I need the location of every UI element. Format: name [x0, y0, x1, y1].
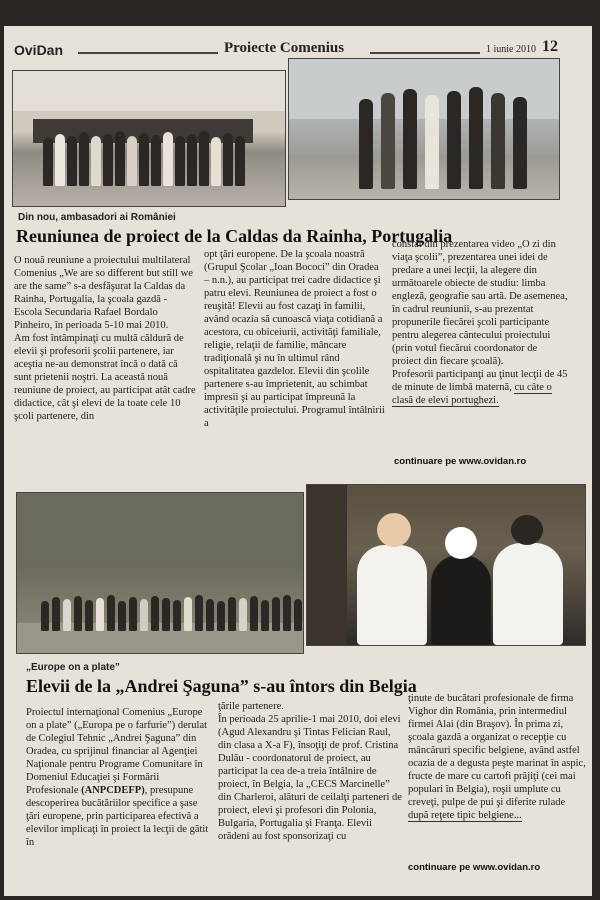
- newspaper-page: [4, 26, 592, 896]
- header-rule-right: [370, 52, 480, 54]
- article2-headline: Elevii de la „Andrei Şaguna” s-au întors din Belgia: [26, 676, 417, 696]
- article1-column-2: opt ţări europene. De la şcoala noastră (Grupul Şcolar „Ioan Bococi” din Oradea – n.n.), au participat trei cadre didactice şi patru elevi. Reuniunea de proiect a fost o reuşită! Elevii au fost cazaţi în familii, având ocazia să cunoască viaţa cotidiană a acestora, cu obiceiurii, activităţi familiale, religie, relaţii de familie, mâncare tradiţională şi nu în ultimul rând ospitalitatea gazdelor. Elevii din şcolile partenere s-au împrietenit, au schimbat impresii şi au participat împreună la activităţile proiectului. Programul întâlnirii a: [204, 249, 385, 429]
- article2-column-2: ţările partenere. În perioada 25 aprilie-1 mai 2010, doi elevi (Agud Alexandru şi Tintas Felician Raul, din clasa a X-a F), însoţiţi de prof. Cristina Dulău - coordonatorul de proiect, au participat la cea de-a treia întâlnire de proiect, în Belgia, la „CECS Marcinelle” din Charleroi, alături de ceilalţi parteneri de proiect, elevi şi profesori din Polonia, Bulgaria, Portugalia şi Franţa. Elevii orădeni au fost sponsorizaţi cu: [218, 701, 402, 842]
- issue-date: 1 iunie 2010: [486, 44, 536, 55]
- chefs-photo: [306, 484, 586, 646]
- article1-column-1: O nouă reuniune a proiectului multilateral Comenius „We are so different but still we are the same” s-a desfăşurat la Caldas da Rainha, Portugalia, la şcoala gazdă - Escola Secundaria Rafael Bordalo Pinheiro, în perioada 5-10 mai 2010. Am fost întâmpinaţi cu multă căldură de elevii şi profesorii şcolii partenere, iar aceştia ne-au demonstrat încă o dată că sunt prietenii noştri. La această nouă reuniune de proiect, au participat atât cadre didactice, cât şi elevi de la toate cele 10 şcoli partenere, din: [14, 255, 196, 422]
- group-photo-building: [12, 70, 286, 207]
- article1-column-3-text: constat din prezentarea video „O zi din viaţa şcolii”, prezentarea unei idei de predare a unei lecţii, la alegere din următoarele obiecte de studiu: limba engleză, geografie sau artă. De asemenea, în cadrul reuniunii, s-au prezentat propunerile fiecărei şcoli participante pentru alegerea cântecului proiectului (prin votul fiecărui coordonator de proiect din fiecare şcoală). Profesorii participanţi au ţinut lecţii de 45 de minute de limbă maternă,: [392, 239, 568, 393]
- brand-name: OviDan: [14, 42, 64, 58]
- article2-column-1: [26, 706, 212, 849]
- article1-column-3-underlined: cu câte o clasă de elevi portughezi.: [392, 382, 552, 406]
- article1-continue-link[interactable]: continuare pe www.ovidan.ro: [394, 456, 527, 467]
- article1-headline: Reuniunea de proiect de la Caldas da Rainha, Portugalia: [16, 226, 453, 246]
- article2-column-3-text: ţinute de bucătari profesionale de firma Vighor din România, prin intermediul firmei Alai (din Braşov). În prima zi, şcoala gazdă a organizat o recepţie cu mâncăruri specific belgiene, având astfel ocazia de a degusta peşte marinat în aspic, fructe de mare cu cartofi prăjiţi (cei mai populari în Belgia), roşii umplute cu creveţi, pulpe de pui şi diferite rulade: [408, 693, 586, 808]
- article2-continue-link[interactable]: continuare pe www.ovidan.ro: [408, 862, 541, 873]
- article2-column-1-acronym: (ANPCDEFP): [81, 785, 145, 796]
- article2-column-3: [408, 692, 586, 822]
- page-number: 12: [542, 38, 558, 55]
- group-photo-street: [288, 58, 560, 200]
- group-photo-park: [16, 492, 304, 654]
- article2-column-3-underlined: după reţete tipic belgiene...: [408, 810, 522, 821]
- article1-kicker: Din nou, ambasadori ai României: [18, 212, 176, 223]
- article2-kicker: „Europe on a plate”: [26, 662, 120, 673]
- header-rule-left: [78, 52, 218, 54]
- article1-column-3: [392, 238, 568, 407]
- article2-column-1-text-end: , presupune descoperirea bucătăriilor specifice a şase ţări europene, prin participarea efectivă a elevilor implicaţi în proiect la lecţii de gătit în: [26, 785, 209, 848]
- article2-column-1-text: Proiectul internaţional Comenius „Europe on a plate” („Europa pe o farfurie”) derulat de Colegiul Tehnic „Andrei Şaguna” din Oradea, cu sprijinul financiar al Agenţiei Naţionale pentru Programe Comunitare în Domeniul Educaţiei şi Formării Profesionale: [26, 707, 208, 796]
- section-title: Proiecte Comenius: [224, 40, 345, 56]
